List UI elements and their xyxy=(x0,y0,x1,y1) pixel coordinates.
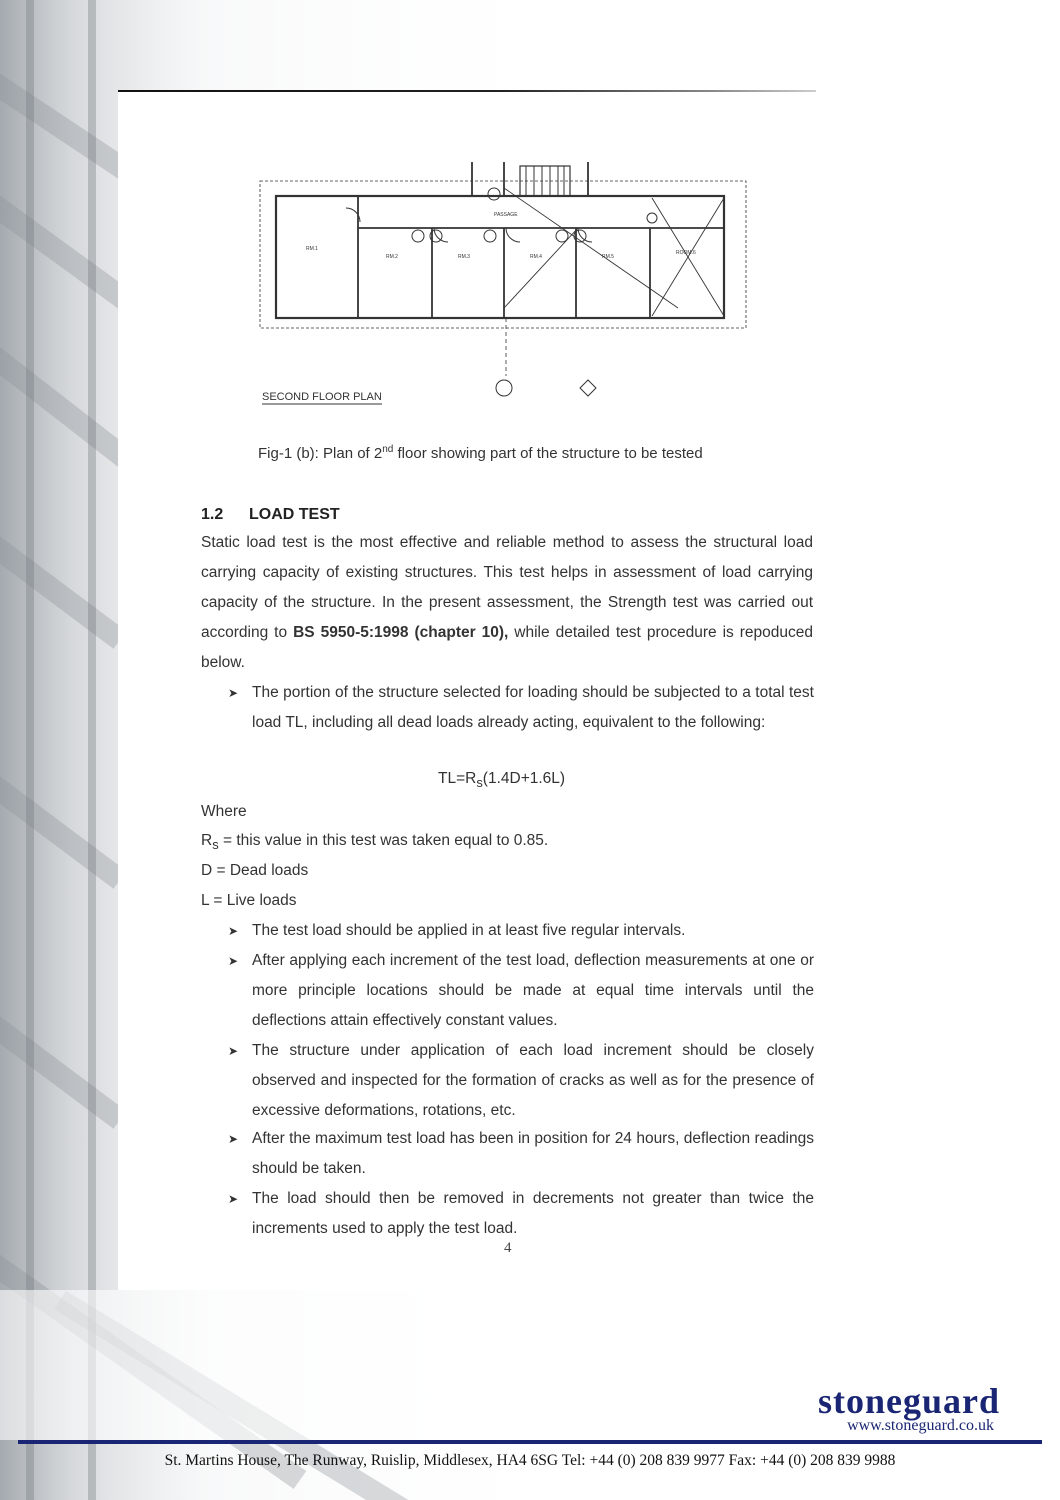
website-link[interactable]: www.stoneguard.co.uk xyxy=(847,1417,994,1434)
bullet-item-24-hours: ➤ After the maximum test load has been in position for 24 hours, deflection readings should be taken. xyxy=(228,1124,814,1184)
page-number: 4 xyxy=(504,1240,512,1256)
bullet-item-inspection: ➤ The structure under application of each load increment should be closely observed and inspected for the formation of cracks as well as for the presence of excessive deformations, rotations, etc. xyxy=(228,1036,814,1126)
definition-rs: $R_s$ = this value in this test was taken equal to 0.85. xyxy=(201,832,549,853)
floor-plan-figure xyxy=(258,158,758,418)
figure-caption: Fig-1 (b): Plan of 2nd floor showing part of the structure to be tested xyxy=(258,444,703,462)
arrow-bullet-icon: ➤ xyxy=(228,1192,239,1206)
arrow-bullet-icon: ➤ xyxy=(228,1044,239,1058)
plan-label-room5: RM.5 xyxy=(602,254,614,260)
bullet-item-deflection: ➤ After applying each increment of the test load, deflection measurements at one or more principle locations should be made at equal time intervals until the deflections attain effectively constant values. xyxy=(228,946,814,1036)
plan-label-passage: PASSAGE xyxy=(494,212,518,218)
intro-paragraph: Static load test is the most effective and reliable method to assess the structural load carrying capacity of existing structures. This test helps in assessment of load carrying capacity of the structure. In the present assessment, the Strength test was carried out according to BS 5950-5:1998 (chapter 10), while detailed test procedure is repoduced below. xyxy=(201,534,814,671)
bullet-item-total-load: ➤ The portion of the structure selected for loading should be subjected to a total test load TL, including all dead loads already acting, equivalent to the following: xyxy=(228,678,814,738)
section-number: 1.2 xyxy=(201,506,224,523)
footer-rule xyxy=(18,1440,1042,1444)
plan-label-room2: RM.2 xyxy=(386,254,398,260)
definition-d: D = Dead loads xyxy=(201,862,309,879)
plan-label-room1: RM.1 xyxy=(306,246,318,252)
section-heading xyxy=(201,506,340,524)
bullet-item-unloading: ➤ The load should then be removed in decrements not greater than twice the increments used to apply the test load. xyxy=(228,1184,814,1244)
where-label: Where xyxy=(201,803,247,820)
plan-title: SECOND FLOOR PLAN xyxy=(262,391,382,403)
arrow-bullet-icon: ➤ xyxy=(228,924,239,938)
plan-label-room4: RM.4 xyxy=(530,254,542,260)
footer-address: St. Martins House, The Runway, Ruislip, Middlesex, HA4 6SG Tel: +44 (0) 208 839 9977 Fax: +44 (0) 208 839 9988 xyxy=(164,1452,896,1469)
formula: $TL=R_s(1.4D+1.6L)$ xyxy=(438,770,566,791)
section-title: LOAD TEST xyxy=(249,506,340,523)
arrow-bullet-icon: ➤ xyxy=(228,686,239,700)
arrow-bullet-icon: ➤ xyxy=(228,954,239,968)
stoneguard-logo: stoneguard xyxy=(817,1381,1000,1421)
definition-l: L = Live loads xyxy=(201,892,297,909)
arrow-bullet-icon: ➤ xyxy=(228,1132,239,1146)
plan-label-room3: RM.3 xyxy=(458,254,470,260)
bullet-item-intervals: ➤ The test load should be applied in at least five regular intervals. xyxy=(228,916,814,946)
plan-label-room6: ROOM.6 xyxy=(676,250,696,256)
